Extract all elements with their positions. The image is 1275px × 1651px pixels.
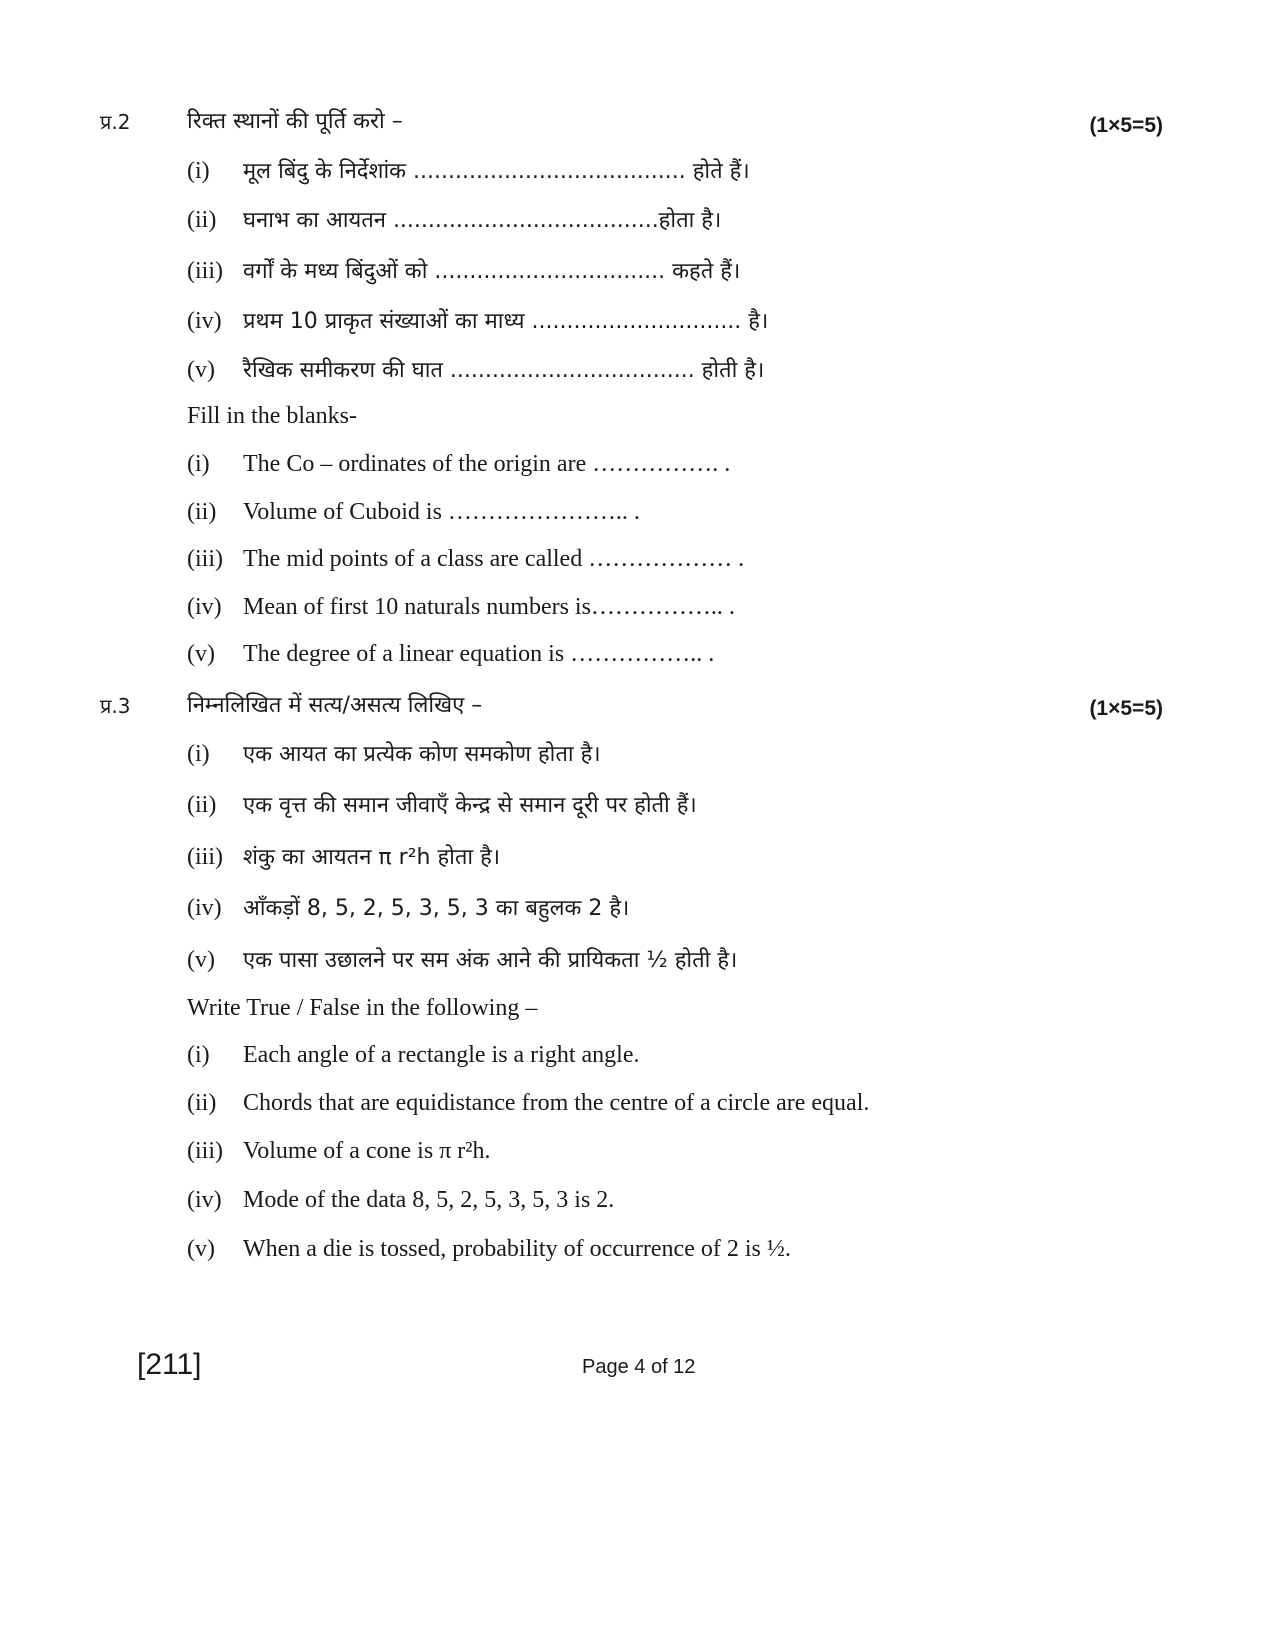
q2-hindi-item [187, 305, 768, 335]
item-text: Volume of Cuboid is ………………….. . [243, 499, 640, 525]
page-number: Page 4 of 12 [582, 1356, 696, 1378]
q3-english-heading: Write True / False in the following – [187, 995, 538, 1021]
q3-heading: निम्नलिखित में सत्य/असत्य लिखिए – [187, 693, 483, 718]
q3-english-item [187, 1042, 639, 1069]
q3-marks: (1×5=5) [1089, 697, 1163, 720]
item-number: (iv) [187, 308, 222, 334]
q3-hindi-item [187, 944, 737, 974]
item-number: (v) [187, 357, 215, 383]
item-number: (i) [187, 451, 210, 477]
q3-number: प्र.3 [100, 694, 131, 718]
item-text: Mean of first 10 naturals numbers is…………….. . [243, 594, 735, 620]
q2-english-item [187, 499, 640, 526]
item-number: (v) [187, 947, 215, 973]
item-text: Volume of a cone is π r²h. [243, 1138, 491, 1164]
item-text: The Co – ordinates of the origin are ……………. . [243, 451, 731, 477]
q3-hindi-item [187, 738, 601, 768]
item-text: The mid points of a class are called ……………… . [243, 546, 745, 572]
item-text: एक आयत का प्रत्येक कोण समकोण होता है। [243, 742, 601, 767]
item-text: रैखिक समीकरण की घात ................................... होती है। [243, 358, 765, 383]
item-text: आँकड़ों 8, 5, 2, 5, 3, 5, 3 का बहुलक 2 है। [243, 896, 630, 921]
q2-heading: रिक्त स्थानों की पूर्ति करो – [187, 109, 403, 134]
item-number: (i) [187, 741, 210, 767]
item-text: एक पासा उछालने पर सम अंक आने की प्रायिकता ½ होती है। [243, 948, 738, 973]
q3-english-item [187, 1138, 491, 1165]
item-number: (i) [187, 1042, 210, 1068]
q3-english-item [187, 1236, 791, 1263]
q2-english-heading: Fill in the blanks- [187, 403, 357, 429]
q2-english-item [187, 594, 735, 621]
q3-hindi-item [187, 892, 629, 922]
item-number: (iii) [187, 1138, 223, 1164]
item-number: (iii) [187, 844, 223, 870]
item-number: (ii) [187, 499, 217, 525]
q2-english-item [187, 546, 744, 573]
item-number: (v) [187, 1236, 215, 1262]
item-text: Mode of the data 8, 5, 2, 5, 3, 5, 3 is 2. [243, 1187, 615, 1213]
item-number: (iii) [187, 546, 223, 572]
item-text: प्रथम 10 प्राकृत संख्याओं का माध्य .............................. है। [243, 309, 769, 334]
q3-hindi-item [187, 841, 500, 871]
item-number: (ii) [187, 207, 217, 233]
item-number: (v) [187, 641, 215, 667]
item-number: (i) [187, 158, 210, 184]
item-number: (iv) [187, 895, 222, 921]
item-text: घनाभ का आयतन ......................................होता है। [243, 208, 722, 233]
item-text: मूल बिंदु के निर्देशांक ....................................... होते हैं। [243, 159, 750, 184]
paper-code: [211] [137, 1348, 202, 1381]
item-number: (ii) [187, 792, 217, 818]
q3-hindi-item [187, 789, 697, 819]
item-text: एक वृत्त की समान जीवाएँ केन्द्र से समान दूरी पर होती हैं। [243, 793, 697, 818]
item-number: (iv) [187, 1187, 222, 1213]
item-text: When a die is tossed, probability of occurrence of 2 is ½. [243, 1236, 791, 1262]
q2-hindi-item [187, 155, 750, 185]
item-number: (ii) [187, 1090, 217, 1116]
q2-english-item [187, 451, 730, 478]
item-text: Each angle of a rectangle is a right angle. [243, 1042, 640, 1068]
item-number: (iii) [187, 258, 223, 284]
item-text: The degree of a linear equation is …………….. . [243, 641, 715, 667]
item-number: (iv) [187, 594, 222, 620]
q3-english-item [187, 1090, 869, 1117]
q2-hindi-item [187, 354, 764, 384]
item-text: वर्गों के मध्य बिंदुओं को ................................. कहते हैं। [243, 259, 741, 284]
q2-hindi-item [187, 255, 740, 285]
q3-english-item [187, 1187, 614, 1214]
q2-marks: (1×5=5) [1089, 114, 1163, 137]
item-text: शंकु का आयतन π r²h होता है। [243, 845, 501, 870]
q2-english-item [187, 641, 714, 668]
q2-number: प्र.2 [100, 110, 131, 134]
item-text: Chords that are equidistance from the centre of a circle are equal. [243, 1090, 870, 1116]
q2-hindi-item [187, 204, 721, 234]
